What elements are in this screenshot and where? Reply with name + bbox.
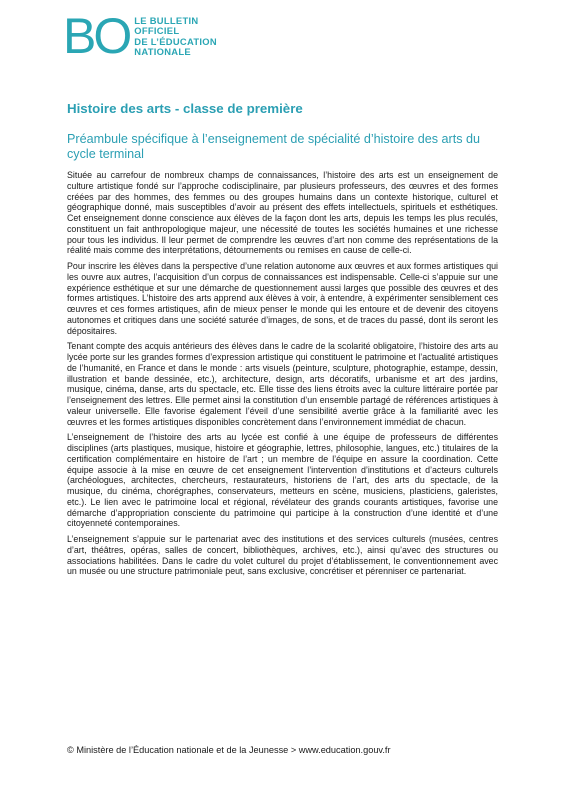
body-paragraph: Pour inscrire les élèves dans la perspective d’une relation autonome aux œuvres et aux formes artistiques qui les ouvre aux autres, l’acquisition d’un corpus de connaissances est indispensable. Celle-ci s’appuie sur une expérience esthétique et sur une démarche de questionnement aussi larges que possible des œuvres et des formes artistiques. L’histoire des arts apprend aux élèves à voir, à entendre, à expérimenter sensiblement ces œuvres et ces formes artistiques, afin de mieux penser le monde qui les entoure et de devenir des citoyens autonomes et critiques dans une société saturée d’images, de sons, et de traces du passé, dont ils seront les dépositaires. <box>67 261 498 336</box>
logo-mark: BO <box>63 8 130 64</box>
document-body <box>67 170 498 582</box>
body-paragraph: L’enseignement de l’histoire des arts au lycée est confié à une équipe de professeurs de différentes disciplines (arts plastiques, musique, histoire et géographie, lettres, philosophie, langues, etc.) titulaires de la certification complémentaire en histoire de l’art ; un membre de l’équipe en assure la coordination. Cette équipe associe à la mise en œuvre de cet enseignement l’intervention d’institutions et d’acteurs culturels (archéologues, architectes, chercheurs, restaurateurs, historiens de l’art, des arts du spectacle, de la musique, du cinéma, chorégraphes, conservateurs, metteurs en scène, musiciens, plasticiens, galeristes, etc.). Le lien avec le patrimoine local et régional, révélateur des grands courants artistiques, favorise une démarche d’appropriation consciente du patrimoine qui participe à la construction d’une identité et d’une citoyenneté contemporaines. <box>67 432 498 529</box>
logo-line: OFFICIEL <box>134 25 180 37</box>
body-paragraph: Tenant compte des acquis antérieurs des élèves dans le cadre de la scolarité obligatoire, l’histoire des arts au lycée porte sur les grandes formes d’expression artistique qui constituent le patrimoine et l’actualité artistiques de l’humanité, en France et dans le monde : arts visuels (peinture, sculpture, photographie, estampe, dessin, illustration et bande dessinée, etc.), architecture, design, arts décoratifs, urbanisme et art des jardins, musique, cinéma, danse, arts du spectacle, etc. Elle tisse des liens étroits avec la culture littéraire portée par l’enseignement des lettres. Elle permet ainsi la constitution d’un ensemble partagé de références artistiques à valeur universelle. Elle favorise également l’éveil d’une sensibilité avertie grâce à la familiarité avec les œuvres et les formes artistiques disponibles concrètement dans l’environnement immédiat de chacun. <box>67 341 498 427</box>
document-subtitle: Préambule spécifique à l’enseignement de spécialité d’histoire des arts du cycle terminal <box>67 132 481 162</box>
page-footer: © Ministère de l’Éducation nationale et de la Jeunesse > www.education.gouv.fr <box>67 745 391 755</box>
logo-line: DE L’ÉDUCATION <box>134 35 217 47</box>
document-title: Histoire des arts - classe de première <box>67 101 303 116</box>
logo-line: LE BULLETIN <box>134 15 199 26</box>
bulletin-officiel-logo <box>63 8 217 64</box>
logo-line: NATIONALE <box>134 45 191 57</box>
logo-text <box>134 16 217 57</box>
body-paragraph: Située au carrefour de nombreux champs de connaissances, l’histoire des arts est un enseignement de culture artistique fondé sur l’approche codisciplinaire, par plusieurs professeurs, des œuvres et des formes créées par des hommes, des femmes ou des groupes humains dans un contexte historique, culturel et géographique donné, mais susceptibles d’avoir au présent des effets intellectuels, spirituels et esthétiques. Cet enseignement donne conscience aux élèves de la façon dont les arts, depuis les temps les plus reculés, constituent un fait anthropologique majeur, une nécessité de toutes les sociétés humaines et une richesse pour tous les individus. Il leur permet de comprendre les œuvres d’art non comme des représentations de la réalité mais comme des interprétations, détournements ou remises en cause de celle-ci. <box>67 170 498 256</box>
body-paragraph: L’enseignement s’appuie sur le partenariat avec des institutions et des services culturels (musées, centres d’art, théâtres, opéras, salles de concert, bibliothèques, archives, etc.), ainsi qu’avec des structures ou associations habilitées. Dans le cadre du volet culturel du projet d’établissement, le conventionnement avec un musée ou une structure patrimoniale peut, sans exclusive, concrétiser et pérenniser ce partenariat. <box>67 534 498 577</box>
